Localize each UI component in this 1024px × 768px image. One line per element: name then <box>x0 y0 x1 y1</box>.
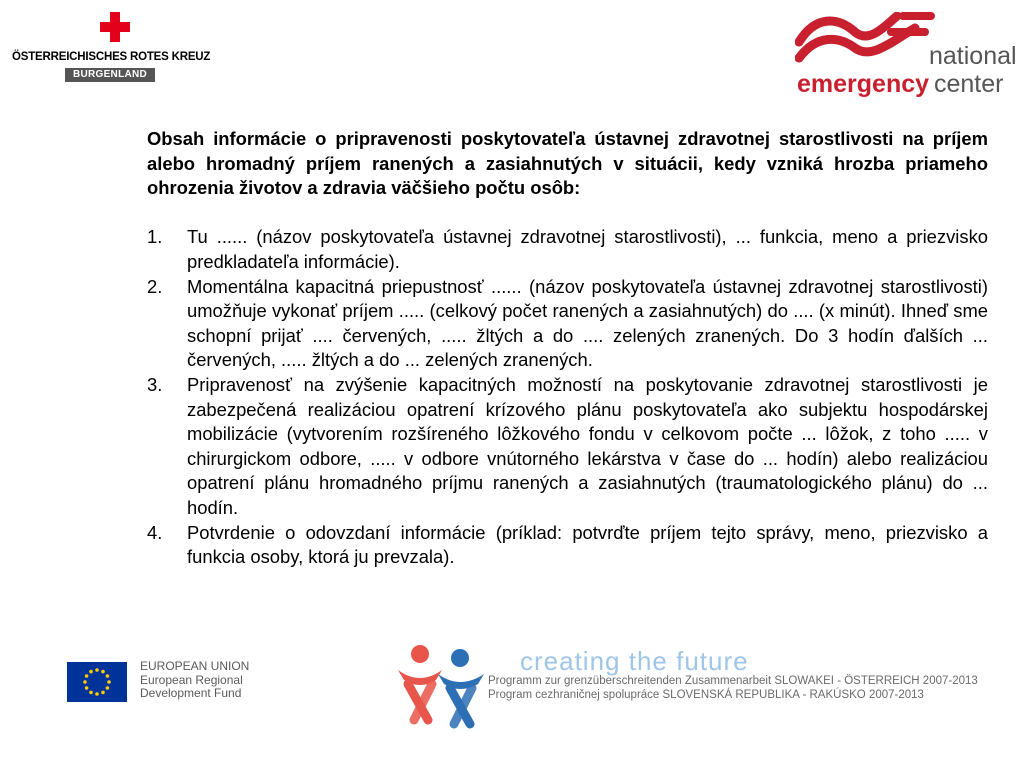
nec-word-center: center <box>934 70 1004 98</box>
nec-word-emergency: emergency <box>797 70 930 98</box>
information-list <box>147 225 988 569</box>
programme-text <box>488 675 978 702</box>
list-item-number: 2. <box>147 275 163 297</box>
list-item-text: Tu ...... (názov poskytovateľa ústavnej zdravotnej starostlivosti), ... funkcia, meno a priezvisko predkladateľa informácie). <box>187 226 988 272</box>
creating-the-future-figures-icon <box>380 640 500 730</box>
list-item <box>147 521 988 570</box>
footer-logos <box>0 618 1024 718</box>
list-item-number: 4. <box>147 521 163 543</box>
list-item-text: Potvrdenie o odovzdaní informácie (príklad: potvrďte príjem tejto správy, meno, priezvisko a funkcia osoby, ktorá ju prevzala). <box>187 521 988 568</box>
eu-line: Development Fund <box>140 686 242 700</box>
programme-line: Program cezhraničnej spolupráce SLOVENSKÁ REPUBLIKA - RAKÚSKO 2007-2013 <box>488 688 924 701</box>
list-item-number: 1. <box>147 226 163 248</box>
nec-logo <box>795 12 1015 102</box>
creating-the-future-text: creating the future <box>520 646 749 676</box>
eu-line: European Regional <box>140 672 243 687</box>
red-cross-icon <box>100 12 130 42</box>
list-item-text: Pripravenosť na zvýšenie kapacitných možností na poskytovanie zdravotnej starostlivosti je zabezpečená realizáciou opatrení krízového plánu poskytovateľa ako subjektu hospodárskej mobilizácie (vytvorením rozšíreného lôžkového fondu v celkovom počte ... lôžok, z toho ..... v chirurgickom odbore, ..... v odbore vnútorného lekárstva v čase do ... hodín) alebo realizáciou opatrení plánu hromadného príjmu ranených a zasiahnutých (traumatologického plánu) do ... hodín. <box>187 373 988 518</box>
red-cross-region: BURGENLAND <box>65 68 155 82</box>
list-item <box>147 275 988 373</box>
document-heading: Obsah informácie o pripravenosti poskytovateľa ústavnej zdravotnej starostlivosti na príjem alebo hromadný príjem ranených a zasiahnutých v situácii, kedy vzniká hrozba priameho ohrozenia životov a zdravia väčšieho počtu osôb: <box>147 128 988 199</box>
list-item <box>147 225 988 274</box>
nec-wave-icon <box>795 12 935 70</box>
eu-line: EUROPEAN UNION <box>140 659 250 673</box>
eu-fund-text <box>140 660 249 701</box>
eu-flag-icon <box>67 662 127 702</box>
list-item-number: 3. <box>147 373 163 395</box>
red-cross-name: ÖSTERREICHISCHES ROTES KREUZ <box>12 51 211 63</box>
document-body <box>147 127 988 570</box>
programme-line: Programm zur grenzüberschreitenden Zusammenarbeit SLOWAKEI - ÖSTERREICH 2007-2013 <box>488 675 978 687</box>
list-item <box>147 373 988 521</box>
list-item-text: Momentálna kapacitná priepustnosť ...... (názov poskytovateľa ústavnej zdravotnej starostlivosti) umožňuje vykonať príjem ..... (celkový počet ranených a zasiahnutých) do .... (x minút). Ihneď sme schopní prijať .... červených, ..... žltých a do .... zelených zranených. Do 3 hodín ďalších ... červených, ..... žltých a do ... zelených zranených. <box>187 275 988 371</box>
nec-word-national: national <box>929 42 1017 70</box>
